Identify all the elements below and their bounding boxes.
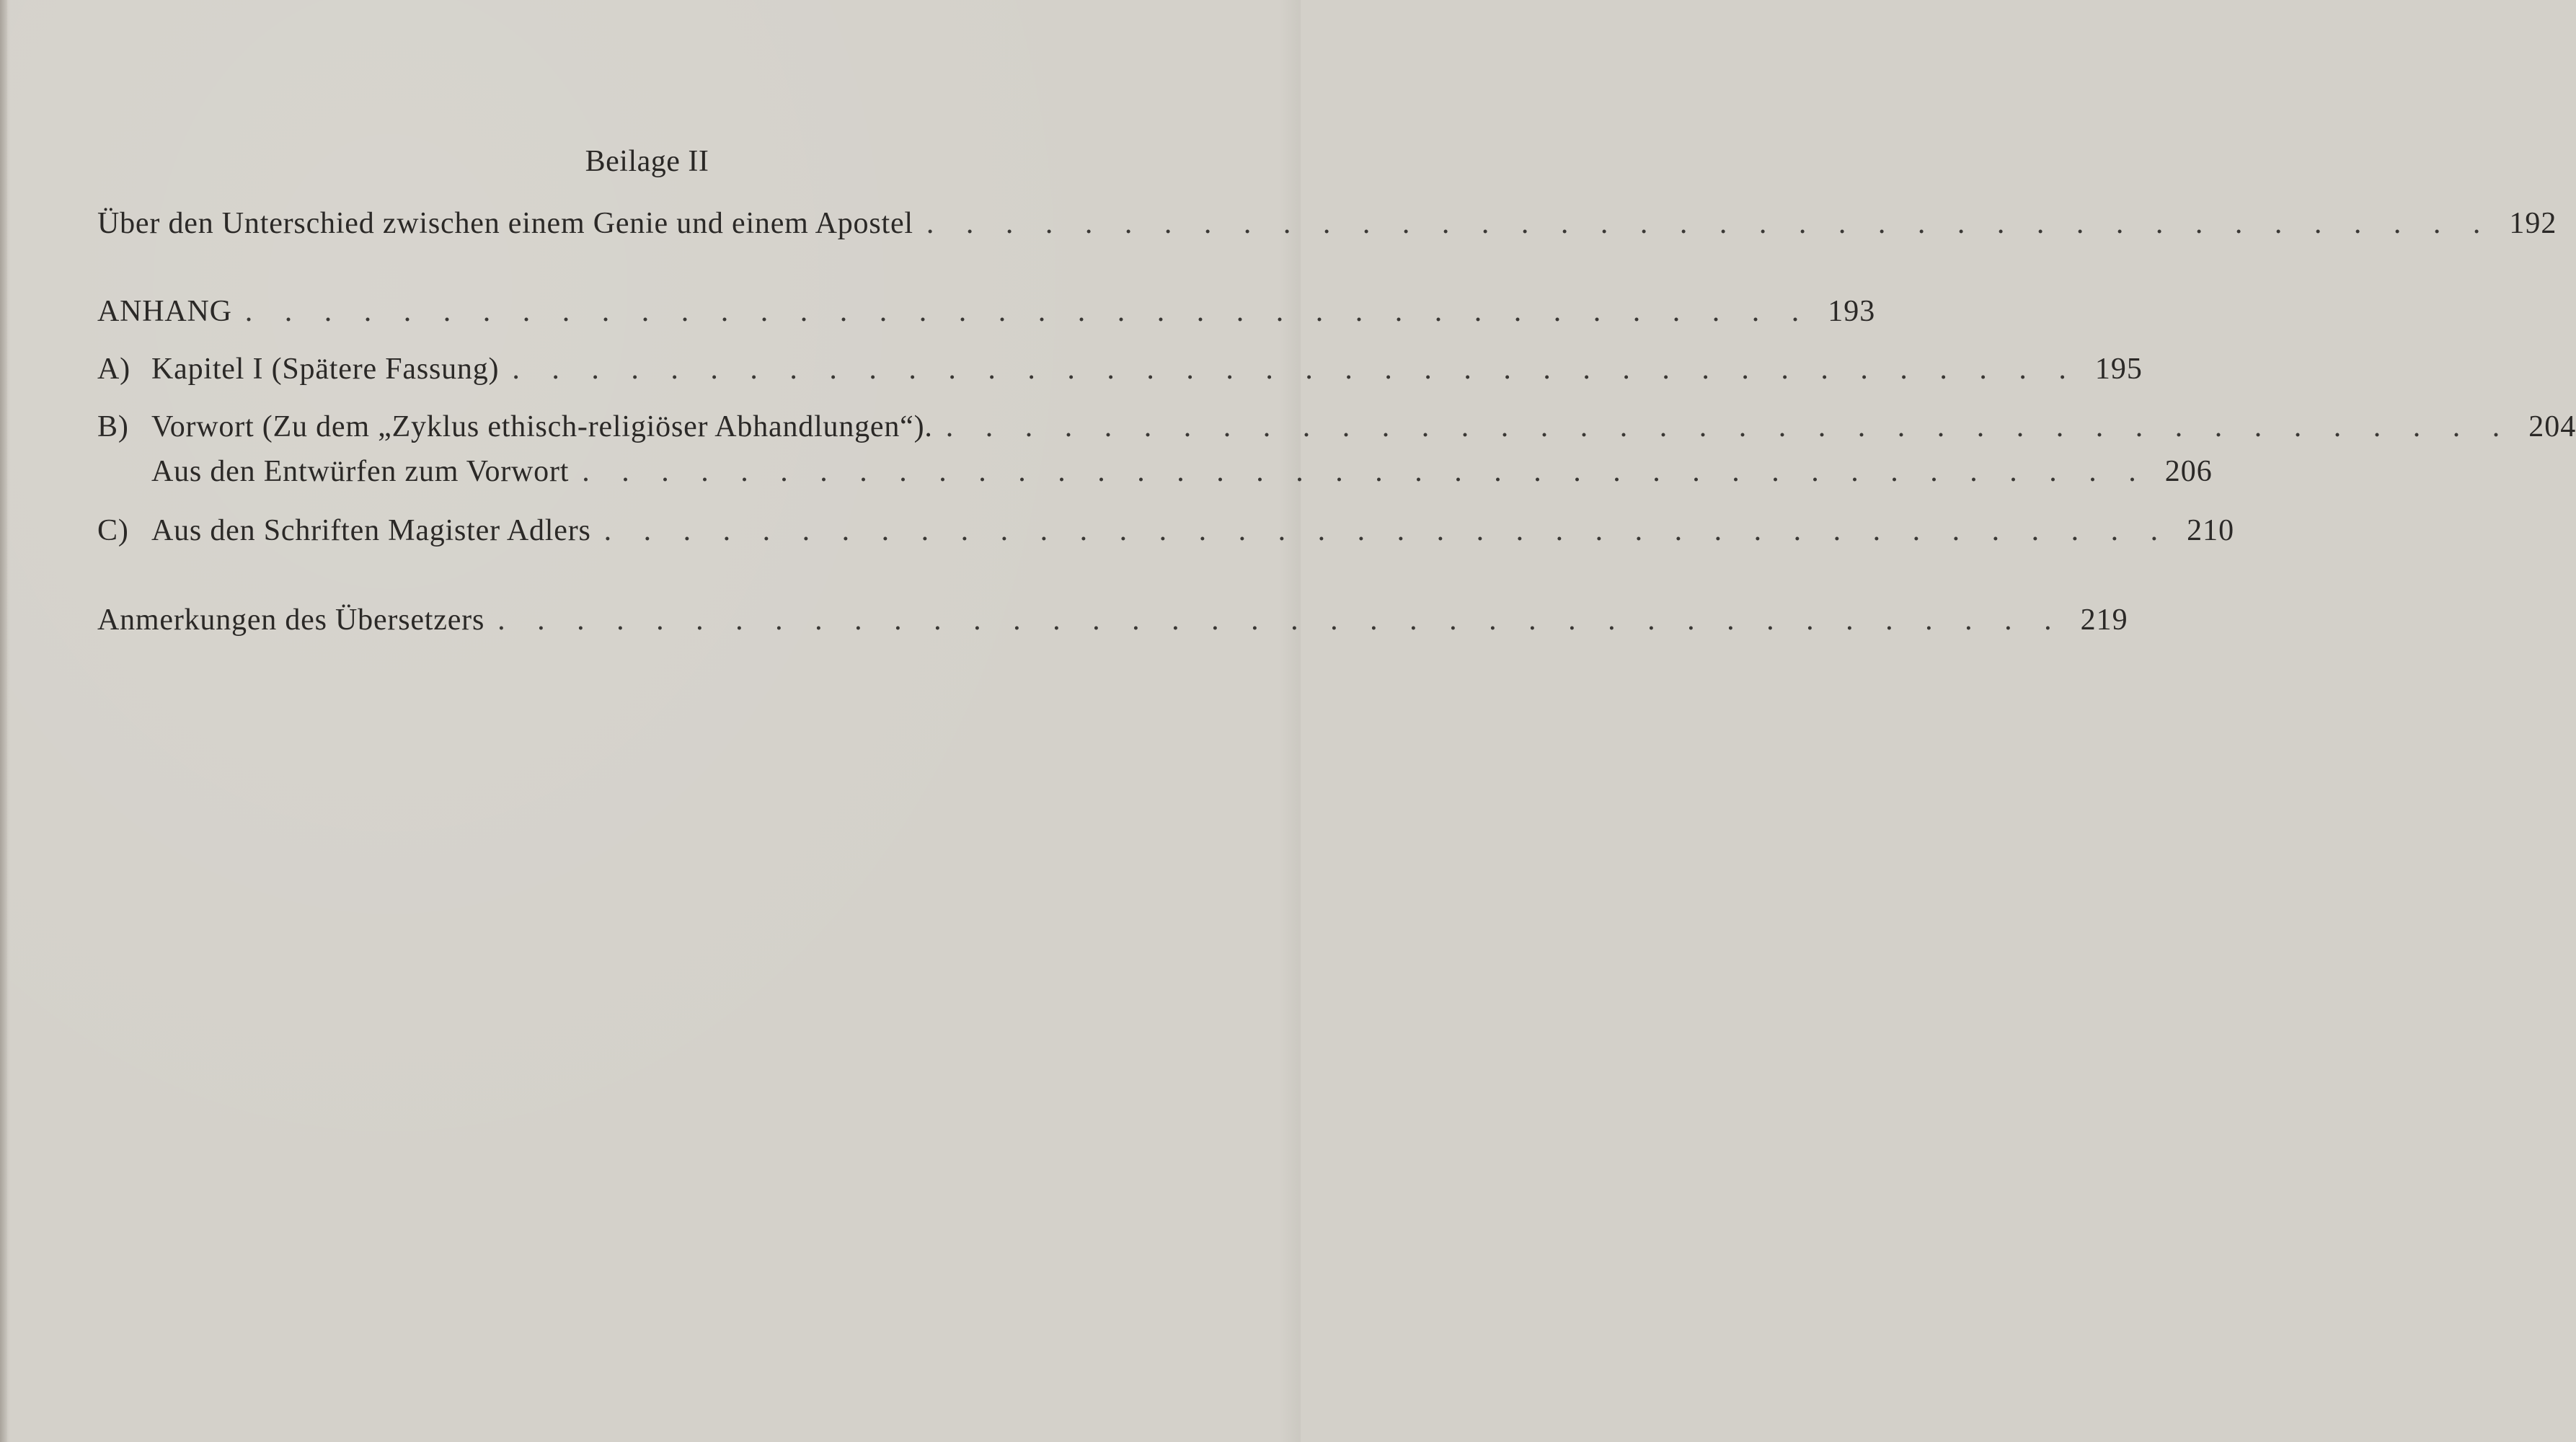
entry-title: Anmerkungen des Übersetzers: [97, 603, 485, 637]
entry-title: Kapitel I (Spätere Fassung): [151, 353, 500, 386]
toc-entry-vorwort: [97, 410, 2576, 453]
dot-leader: . . . . . . . . . . . . . . . . . . . . . . . . . . . . . . . . . . . . . . . .: [244, 295, 1812, 328]
entry-title: ANHANG: [97, 295, 232, 328]
entry-page-number: 193: [1828, 295, 1876, 328]
toc-entry-anhang: [97, 294, 1876, 337]
dot-leader: . . . . . . . . . . . . . . . . . . . . . . . . . . . . . . . . . . . . . . . .: [512, 353, 2079, 386]
toc-entry-genie-apostel: [97, 206, 2557, 249]
entry-page-number: 192: [2509, 207, 2557, 240]
dot-leader: . . . . . . . . . . . . . . . . . . . . . . . . . . . . . . . . . . . . . . . .: [945, 410, 2513, 443]
entry-marker: C): [97, 514, 129, 547]
toc-entry-entwuerfe: [151, 454, 2213, 497]
entry-title: Über den Unterschied zwischen einem Genie und einem Apostel: [97, 207, 913, 240]
entry-page-number: 195: [2094, 353, 2143, 386]
entry-title: Aus den Schriften Magister Adlers: [151, 514, 591, 547]
entry-title: Aus den Entwürfen zum Vorwort: [151, 455, 570, 488]
entry-page-number: 204: [2528, 410, 2576, 443]
entry-marker: B): [97, 410, 129, 443]
entry-page-number: 219: [2080, 603, 2128, 637]
dot-leader: . . . . . . . . . . . . . . . . . . . . . . . . . . . . . . . . . . . . . . . .: [497, 603, 2064, 637]
toc-entry-kapitel-i: [97, 352, 2143, 395]
section-heading: Beilage II: [585, 145, 709, 178]
dot-leader: . . . . . . . . . . . . . . . . . . . . . . . . . . . . . . . . . . . . . . . .: [603, 514, 2171, 547]
entry-title: Vorwort (Zu dem „Zyklus ethisch-religiöser Abhandlungen“).: [151, 410, 933, 443]
entry-page-number: 210: [2187, 514, 2235, 547]
entry-marker: A): [97, 353, 130, 386]
entry-page-number: 206: [2164, 455, 2213, 488]
toc-entry-magister-adler: [97, 513, 2235, 557]
toc-entry-anmerkungen: [97, 603, 2128, 646]
dot-leader: . . . . . . . . . . . . . . . . . . . . . . . . . . . . . . . . . . . . . . . .: [926, 207, 2493, 240]
dot-leader: . . . . . . . . . . . . . . . . . . . . . . . . . . . . . . . . . . . . . . . .: [582, 455, 2148, 488]
